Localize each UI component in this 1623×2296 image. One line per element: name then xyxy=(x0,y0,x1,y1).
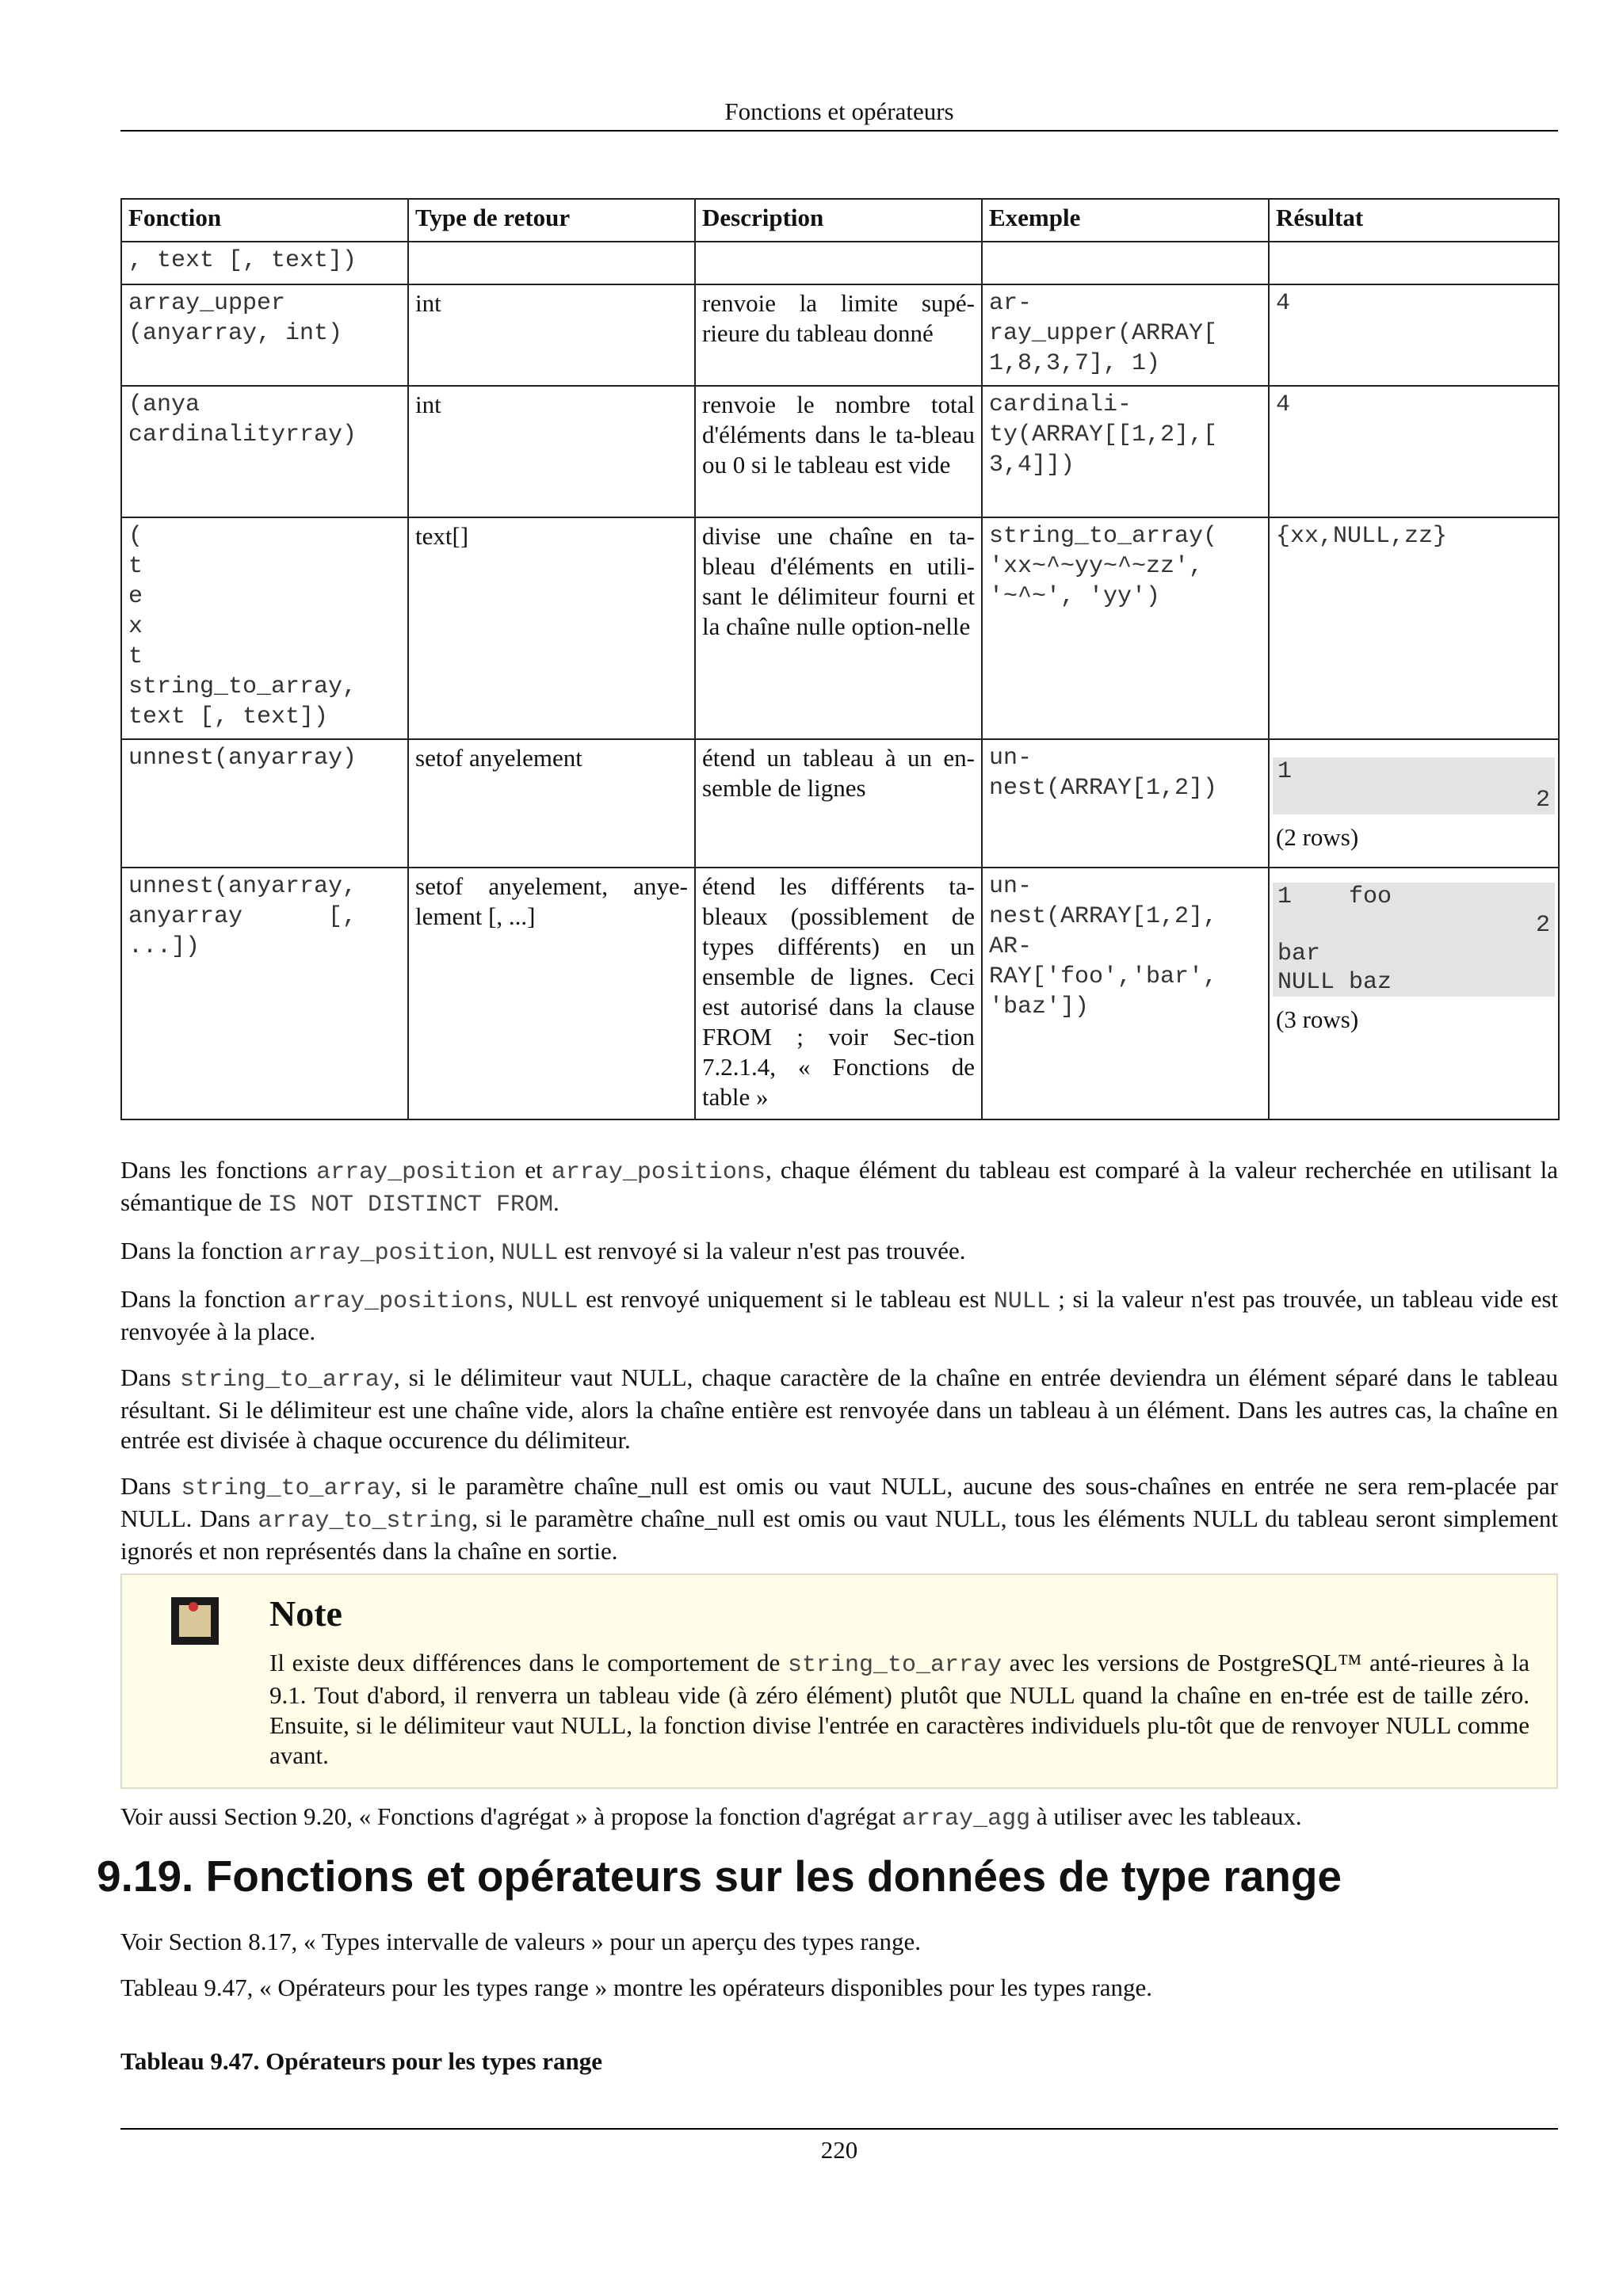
paragraph: Tableau 9.47, « Opérateurs pour les types range » montre les opérateurs disponibles pour les types range. xyxy=(120,1974,1153,2001)
result-line: 1 foo xyxy=(1277,883,1392,910)
text: Dans xyxy=(120,1363,180,1391)
col-header-retour: Type de retour xyxy=(408,199,695,242)
cell-retour: setof anyelement xyxy=(408,739,695,868)
table-row xyxy=(121,284,1559,386)
note-body xyxy=(269,1648,1529,1771)
cell-description: renvoie le nombre total d'éléments dans le ta-bleau ou 0 si le tableau est vide xyxy=(695,386,982,517)
text: ; si la valeur n'est pas trouvée, un tableau vide est renvoyée à la place. xyxy=(120,1285,1559,1345)
text: , xyxy=(488,1237,502,1264)
code-span: array_position xyxy=(316,1159,517,1186)
cell-fonction: unnest(anyarray, anyarray [, ...]) xyxy=(121,868,408,1119)
paragraph xyxy=(120,1284,1558,1347)
table-row xyxy=(121,868,1559,1119)
paragraph xyxy=(120,1363,1558,1455)
code-span: string_to_array xyxy=(787,1652,1002,1679)
text: Dans xyxy=(120,1472,181,1500)
col-header-exemple: Exemple xyxy=(982,199,1269,242)
note-title: Note xyxy=(269,1593,342,1634)
section-paragraphs xyxy=(120,1927,1558,2019)
code-span: NULL xyxy=(993,1288,1051,1315)
col-header-description: Description xyxy=(695,199,982,242)
code-span: NULL xyxy=(521,1288,579,1315)
code-span: string_to_array xyxy=(181,1475,395,1502)
cell-description: renvoie la limite supé-rieure du tableau donné xyxy=(695,284,982,386)
text: , si le paramètre chaîne_null est omis ou vaut NULL, aucune des sous-chaînes en entrée ne sera rem-placée par NULL. Dans xyxy=(120,1472,1558,1532)
result-output-box xyxy=(1273,757,1555,814)
table-row xyxy=(121,739,1559,868)
text: Voir aussi Section 9.20, « Fonctions d'agrégat » à propose la fonction d'agrégat xyxy=(120,1802,903,1830)
functions-table xyxy=(120,198,1560,1120)
text: est renvoyé si la valeur n'est pas trouvée. xyxy=(558,1237,966,1264)
text: et xyxy=(516,1156,552,1184)
text: Dans la fonction xyxy=(120,1285,294,1313)
cell-fonction: (anya cardinalityrray) xyxy=(121,386,408,517)
cell-exemple: un- nest(ARRAY[1,2], AR- RAY['foo','bar', 'baz']) xyxy=(982,868,1269,1119)
code-span: array_position xyxy=(288,1240,489,1267)
text: avec les versions de PostgreSQL™ anté-rieures à la 9.1. Tout d'abord, il renverra un tableau vide (à zéro élément) plutôt que NULL quand la chaîne en en-trée est de taille zéro. Ensuite, si le délimiteur vaut NULL, la fonction divise l'entrée en caractères individuels plu-tôt que de renvoyer NULL comme avant. xyxy=(269,1649,1530,1769)
note-admonition xyxy=(120,1573,1558,1789)
note-pin-shape xyxy=(189,1602,198,1611)
text: Il existe deux différences dans le comportement de xyxy=(269,1649,788,1676)
section-title: 9.19. Fonctions et opérateurs sur les données de type range xyxy=(97,1852,1342,1901)
result-output-box xyxy=(1273,883,1555,997)
cell-resultat: 4 xyxy=(1269,386,1559,517)
cell-description: étend les différents ta-bleaux (possiblement de types différents) en un ensemble de lignes. Ceci est autorisé dans la clause FROM ; voir Sec-tion 7.2.1.4, « Fonctions de table » xyxy=(695,868,982,1119)
cell-description: étend un tableau à un en-semble de lignes xyxy=(695,739,982,868)
text: , si le délimiteur vaut NULL, chaque caractère de la chaîne en entrée deviendra un élément séparé dans le tableau résultant. Si le délimiteur est une chaîne vide, alors la chaîne entière est renvoyée dans un tableau à un élément. Dans les autres cas, la chaîne en entrée est divisée à chaque occurence du délimiteur. xyxy=(120,1363,1558,1454)
code-span: array_agg xyxy=(902,1806,1031,1833)
cell-resultat xyxy=(1269,868,1559,1119)
page-number: 220 xyxy=(120,2128,1558,2164)
text: est renvoyé uniquement si le tableau est xyxy=(578,1285,994,1313)
cell-exemple: cardinali- ty(ARRAY[[1,2],[ 3,4]]) xyxy=(982,386,1269,517)
table-row xyxy=(121,242,1559,284)
text: , chaque élément du tableau est comparé à la valeur recherchée en utilisant la sémantique de xyxy=(120,1156,1558,1216)
result-row-count: (2 rows) xyxy=(1276,823,1359,851)
cell-fonction: ( t e x t string_to_array, text [, text]) xyxy=(121,517,408,739)
code-span: IS NOT DISTINCT FROM xyxy=(267,1192,554,1219)
table-row xyxy=(121,517,1559,739)
text: Dans les fonctions xyxy=(120,1156,317,1184)
text: , xyxy=(507,1285,521,1313)
cell-description xyxy=(695,242,982,284)
cell-resultat xyxy=(1269,739,1559,868)
paragraph xyxy=(120,1155,1558,1220)
cell-retour: int xyxy=(408,284,695,386)
table-header-row xyxy=(121,199,1559,242)
cell-resultat: 4 xyxy=(1269,284,1559,386)
text: Dans la fonction xyxy=(120,1237,289,1264)
cell-retour: setof anyelement, anye-lement [, ...] xyxy=(408,868,695,1119)
cell-retour xyxy=(408,242,695,284)
cell-exemple: string_to_array( 'xx~^~yy~^~zz', '~^~', 'yy') xyxy=(982,517,1269,739)
cell-description: divise une chaîne en ta-bleau d'éléments en utili-sant le délimiteur fourni et la chaîne nulle option-nelle xyxy=(695,517,982,739)
code-span: array_positions xyxy=(293,1288,508,1315)
cell-retour: text[] xyxy=(408,517,695,739)
cell-resultat xyxy=(1269,242,1559,284)
text: . xyxy=(553,1188,559,1216)
cell-exemple xyxy=(982,242,1269,284)
see-also-paragraph xyxy=(120,1802,1558,1834)
result-line: 2 xyxy=(1535,787,1550,814)
note-icon xyxy=(171,1597,219,1645)
result-line: 2 xyxy=(1535,912,1550,939)
text: à utiliser avec les tableaux. xyxy=(1030,1802,1302,1830)
cell-fonction: array_upper (anyarray, int) xyxy=(121,284,408,386)
paragraph xyxy=(120,1471,1558,1566)
result-line: 1 xyxy=(1277,758,1293,785)
body-paragraphs xyxy=(120,1155,1558,1582)
cell-fonction: unnest(anyarray) xyxy=(121,739,408,868)
code-span: NULL xyxy=(501,1240,559,1267)
code-span: array_positions xyxy=(551,1159,766,1186)
cell-fonction: , text [, text]) xyxy=(121,242,408,284)
col-header-fonction: Fonction xyxy=(121,199,408,242)
paragraph xyxy=(120,1236,1558,1268)
cell-exemple: ar- ray_upper(ARRAY[ 1,8,3,7], 1) xyxy=(982,284,1269,386)
table-row xyxy=(121,386,1559,517)
result-line: NULL baz xyxy=(1277,969,1392,996)
result-line: bar xyxy=(1277,940,1321,967)
col-header-resultat: Résultat xyxy=(1269,199,1559,242)
code-span: string_to_array xyxy=(179,1367,394,1394)
cell-exemple: un- nest(ARRAY[1,2]) xyxy=(982,739,1269,868)
text: , si le paramètre chaîne_null est omis ou vaut NULL, tous les éléments NULL du tableau seront simplement ignorés et non représentés dans la chaîne en sortie. xyxy=(120,1505,1558,1565)
page-header: Fonctions et opérateurs xyxy=(120,93,1558,132)
result-row-count: (3 rows) xyxy=(1276,1005,1359,1033)
paragraph: Voir Section 8.17, « Types intervalle de valeurs » pour un aperçu des types range. xyxy=(120,1928,921,1955)
cell-retour: int xyxy=(408,386,695,517)
code-span: array_to_string xyxy=(258,1508,472,1535)
table-caption: Tableau 9.47. Opérateurs pour les types range xyxy=(120,2047,602,2075)
cell-resultat: {xx,NULL,zz} xyxy=(1269,517,1559,739)
